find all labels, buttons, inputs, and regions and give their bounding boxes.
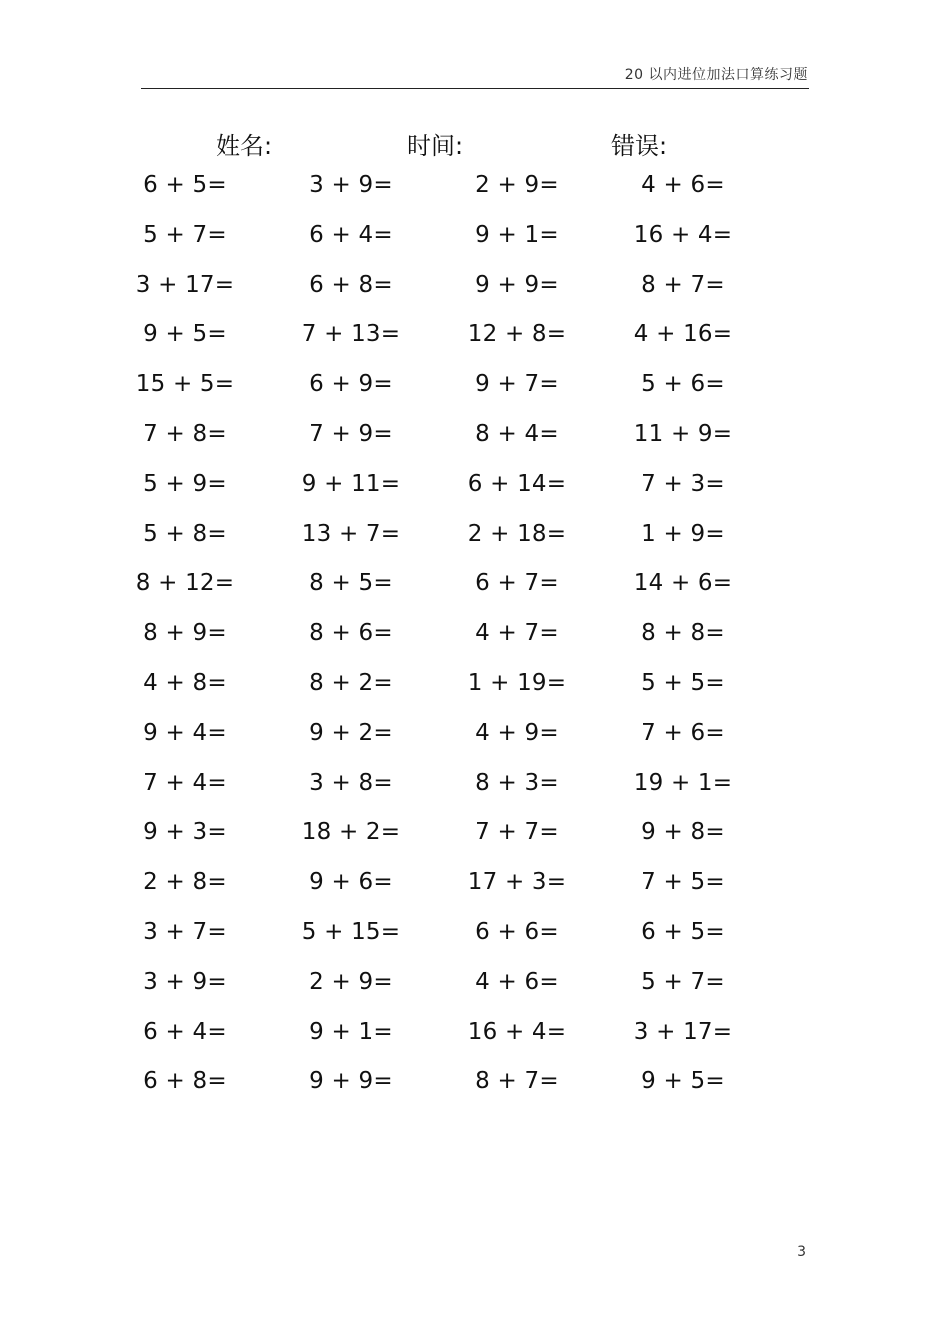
problem-row (0, 1068, 950, 1118)
math-problem: 9 + 4= (143, 719, 227, 746)
math-problem: 9 + 1= (475, 221, 559, 248)
math-problem: 9 + 5= (641, 1068, 725, 1095)
math-problem: 9 + 2= (309, 719, 393, 746)
problem-row (0, 272, 950, 322)
math-problem: 2 + 18= (467, 520, 567, 547)
problem-row (0, 321, 950, 371)
math-problem: 3 + 17= (633, 1018, 733, 1045)
math-problem: 6 + 5= (143, 172, 227, 198)
problem-row (0, 471, 950, 521)
problem-row (0, 720, 950, 770)
math-problem: 8 + 4= (475, 420, 559, 447)
math-problem: 7 + 5= (641, 869, 725, 896)
math-problem: 3 + 7= (143, 918, 227, 945)
math-problem: 6 + 4= (309, 221, 393, 248)
math-problem: 5 + 7= (143, 221, 227, 248)
math-problem: 7 + 3= (641, 470, 725, 497)
math-problem: 2 + 9= (475, 172, 559, 198)
math-problem: 6 + 7= (475, 570, 559, 597)
problem-row (0, 620, 950, 670)
math-problem: 4 + 16= (633, 321, 733, 348)
math-problem: 17 + 3= (467, 869, 567, 896)
math-problem: 8 + 7= (641, 271, 725, 298)
math-problem: 5 + 5= (641, 669, 725, 696)
problem-row (0, 770, 950, 820)
math-problem: 6 + 8= (309, 271, 393, 298)
math-problem: 9 + 5= (143, 321, 227, 348)
math-problem: 16 + 4= (633, 221, 733, 248)
problem-row (0, 421, 950, 471)
math-problem: 5 + 8= (143, 520, 227, 547)
math-problem: 4 + 7= (475, 620, 559, 647)
math-problem: 5 + 9= (143, 470, 227, 497)
problem-row (0, 222, 950, 272)
math-problem: 9 + 9= (475, 271, 559, 298)
math-problem: 7 + 7= (475, 819, 559, 846)
math-problem: 8 + 6= (309, 620, 393, 647)
math-problem: 8 + 8= (641, 620, 725, 647)
math-problem: 8 + 12= (135, 570, 235, 597)
problem-row (0, 919, 950, 969)
math-problem: 7 + 4= (143, 769, 227, 796)
problem-row (0, 570, 950, 620)
math-problem: 18 + 2= (301, 819, 401, 846)
math-problem: 8 + 7= (475, 1068, 559, 1095)
math-problem: 3 + 17= (135, 271, 235, 298)
math-problem: 1 + 19= (467, 669, 567, 696)
math-problem: 5 + 15= (301, 918, 401, 945)
math-problem: 5 + 7= (641, 968, 725, 995)
math-problem: 9 + 11= (301, 470, 401, 497)
math-problem: 7 + 6= (641, 719, 725, 746)
math-problem: 9 + 7= (475, 371, 559, 398)
math-problem: 7 + 13= (301, 321, 401, 348)
time-label: 时间: (407, 132, 464, 160)
math-problem: 16 + 4= (467, 1018, 567, 1045)
math-problem: 9 + 1= (309, 1018, 393, 1045)
math-problem: 4 + 9= (475, 719, 559, 746)
math-problem: 9 + 3= (143, 819, 227, 846)
math-problem: 4 + 8= (143, 669, 227, 696)
math-problem: 11 + 9= (633, 420, 733, 447)
math-problem: 6 + 8= (143, 1068, 227, 1095)
problem-row (0, 521, 950, 571)
problem-row (0, 172, 950, 222)
math-problem: 6 + 4= (143, 1018, 227, 1045)
math-problem: 3 + 9= (309, 172, 393, 198)
math-problem: 9 + 6= (309, 869, 393, 896)
math-problem: 19 + 1= (633, 769, 733, 796)
header-title: 20 以内进位加法口算练习题 (624, 67, 808, 83)
name-label: 姓名: (216, 132, 273, 160)
math-problem: 8 + 5= (309, 570, 393, 597)
problem-row (0, 969, 950, 1019)
math-problem: 5 + 6= (641, 371, 725, 398)
problem-row (0, 670, 950, 720)
math-problem: 4 + 6= (641, 172, 725, 198)
header-divider (141, 88, 809, 89)
problem-row (0, 869, 950, 919)
math-problem: 15 + 5= (135, 371, 235, 398)
math-problem: 6 + 14= (467, 470, 567, 497)
math-problem: 4 + 6= (475, 968, 559, 995)
problem-row (0, 371, 950, 421)
math-problem: 14 + 6= (633, 570, 733, 597)
math-problem: 6 + 5= (641, 918, 725, 945)
math-problem: 9 + 9= (309, 1068, 393, 1095)
math-problem: 12 + 8= (467, 321, 567, 348)
math-problem: 3 + 8= (309, 769, 393, 796)
problem-row (0, 819, 950, 869)
problem-grid (0, 172, 950, 1118)
math-problem: 13 + 7= (301, 520, 401, 547)
math-problem: 8 + 9= (143, 620, 227, 647)
math-problem: 7 + 8= (143, 420, 227, 447)
math-problem: 6 + 9= (309, 371, 393, 398)
math-problem: 6 + 6= (475, 918, 559, 945)
problem-row (0, 1019, 950, 1069)
math-problem: 7 + 9= (309, 420, 393, 447)
page-number: 3 (797, 1244, 806, 1260)
student-info-row (0, 126, 950, 160)
math-problem: 2 + 9= (309, 968, 393, 995)
math-problem: 8 + 2= (309, 669, 393, 696)
errors-label: 错误: (611, 132, 668, 160)
math-problem: 3 + 9= (143, 968, 227, 995)
math-problem: 9 + 8= (641, 819, 725, 846)
math-problem: 2 + 8= (143, 869, 227, 896)
math-problem: 1 + 9= (641, 520, 725, 547)
math-problem: 8 + 3= (475, 769, 559, 796)
